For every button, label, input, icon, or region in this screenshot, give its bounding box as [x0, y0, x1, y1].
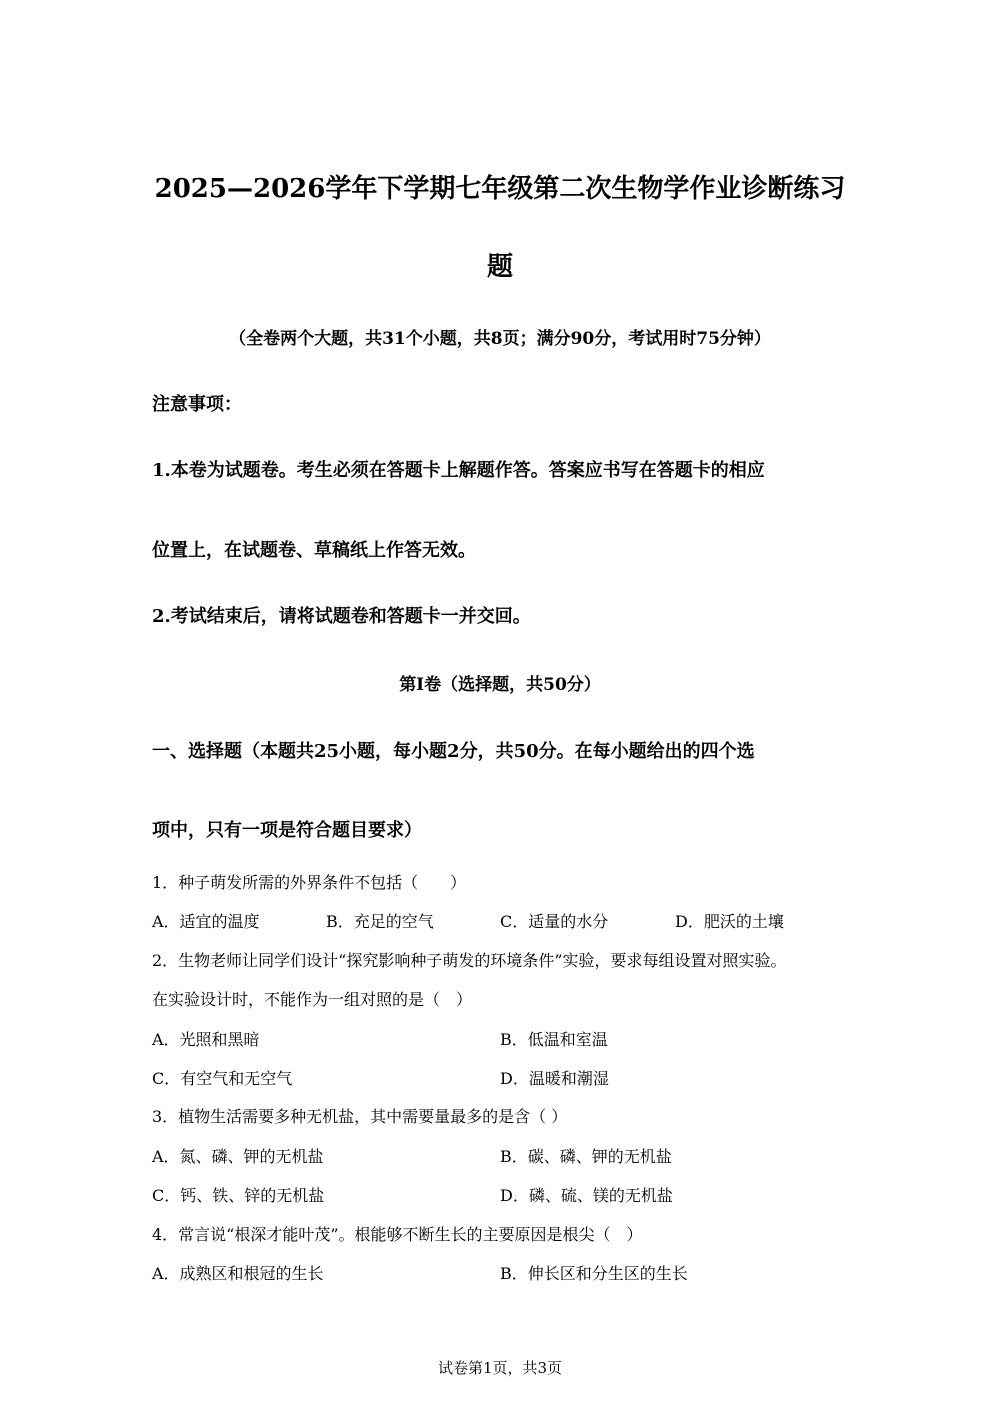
notice-heading: 注意事项： — [152, 394, 242, 415]
question-1-option-c: C．适量的水分 — [500, 912, 609, 931]
question-4-option-b: B．伸长区和分生区的生长 — [500, 1264, 688, 1283]
notice-item1-line2: 位置上，在试题卷、草稿纸上作答无效。 — [152, 540, 476, 561]
exam-title-line1: 2025—2026学年下学期七年级第二次生物学作业诊断练习 — [154, 174, 846, 204]
question-2-option-c: C．有空气和无空气 — [152, 1069, 293, 1088]
question-4-option-a: A．成熟区和根冠的生长 — [152, 1264, 324, 1283]
section-instructions-line1: 一、选择题（本题共25小题，每小题2分，共50分。在每小题给出的四个选 — [152, 741, 755, 762]
question-3-stem: 3．植物生活需要多种无机盐，其中需要量最多的是含（ ） — [152, 1107, 568, 1126]
question-1-stem: 1．种子萌发所需的外界条件不包括（ ） — [152, 873, 467, 892]
exam-title-line2: 题 — [486, 252, 513, 282]
question-2-option-b: B．低温和室温 — [500, 1030, 608, 1049]
exam-subtitle: （全卷两个大题，共31个小题，共8页；满分90分，考试用时75分钟） — [229, 329, 771, 349]
question-3-option-c: C．钙、铁、锌的无机盐 — [152, 1186, 325, 1205]
question-2-stem-line2: 在实验设计时，不能作为一组对照的是（ ） — [152, 990, 473, 1009]
notice-item1-line1: 1.本卷为试题卷。考生必须在答题卡上解题作答。答案应书写在答题卡的相应 — [152, 460, 765, 481]
question-1-option-d: D．肥沃的土壤 — [675, 912, 784, 931]
question-2-option-a: A．光照和黑暗 — [152, 1030, 260, 1049]
question-2-stem-line1: 2．生物老师让同学们设计“探究影响种子萌发的环境条件”实验，要求每组设置对照实验。 — [152, 951, 787, 970]
section-instructions-line2: 项中，只有一项是符合题目要求） — [152, 820, 422, 841]
page-footer: 试卷第1页，共3页 — [437, 1359, 563, 1377]
question-1-option-a: A．适宜的温度 — [152, 912, 260, 931]
question-2-option-d: D．温暖和潮湿 — [500, 1069, 609, 1088]
notice-item2: 2.考试结束后，请将试题卷和答题卡一并交回。 — [152, 606, 531, 627]
question-1-option-b: B．充足的空气 — [326, 912, 434, 931]
question-3-option-d: D．磷、硫、镁的无机盐 — [500, 1186, 673, 1205]
question-4-stem: 4．常言说“根深才能叶茂”。根能够不断生长的主要原因是根尖（ ） — [152, 1225, 643, 1244]
question-3-option-b: B．碳、磷、钾的无机盐 — [500, 1147, 672, 1166]
question-3-option-a: A．氮、磷、钾的无机盐 — [152, 1147, 324, 1166]
part1-heading: 第Ⅰ卷（选择题，共50分） — [399, 675, 601, 695]
